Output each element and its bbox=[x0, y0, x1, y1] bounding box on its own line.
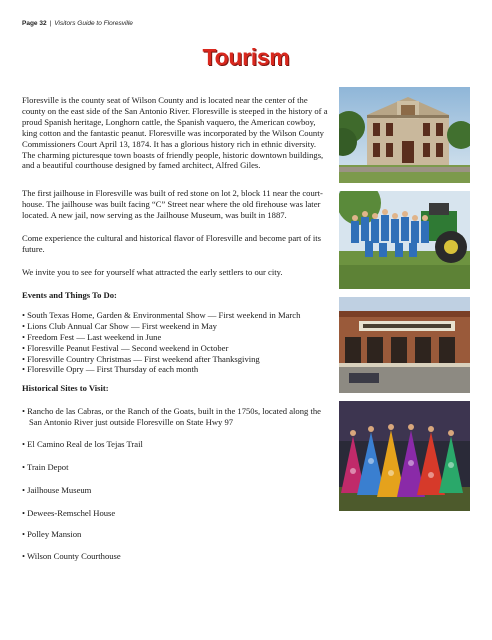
site-item-text: • Train Depot bbox=[22, 462, 69, 472]
sites-heading: Historical Sites to Visit: bbox=[22, 383, 109, 393]
intro-paragraph bbox=[22, 95, 328, 171]
storefront-photo bbox=[339, 297, 470, 393]
invite-text-1: Come experience the cultural and historical flavor of Floresville and become part of its future. bbox=[22, 233, 322, 254]
site-item-6 bbox=[22, 551, 328, 562]
jail-paragraph bbox=[22, 188, 328, 221]
page-number: Page 32 bbox=[22, 20, 47, 27]
event-item: • Freedom Fest — Last weekend in June bbox=[22, 331, 162, 342]
site-item-1 bbox=[22, 439, 328, 450]
costume-gowns-photo bbox=[339, 401, 470, 511]
page-header bbox=[22, 20, 133, 27]
intro-text: Floresville is the county seat of Wilson County and is located near the center of the county on the east side of the San Antonio River. Floresville is steeped in the history of a proud Spanish heritage, Longhorn cattle, the Spanish vaquero, the American cowboy, king cotton and the fantastic peanut. Floresville was incorporated by the Wilson County Commissioners Court April 13, 1874. It has a glorious history rich in ethnic diversity. The charming picturesque town boasts of friendly people, historic downtown buildings, and a beautiful courthouse designed by famed architect, Alfred Giles. bbox=[22, 95, 328, 171]
site-item-2 bbox=[22, 462, 328, 473]
page-title: Tourism bbox=[202, 44, 290, 70]
invite-text-2: We invite you to see for yourself what attracted the early settlers to our city. bbox=[22, 267, 283, 277]
event-item: • Lions Club Annual Car Show — First weekend in May bbox=[22, 320, 217, 331]
site-item-text: • Jailhouse Museum bbox=[22, 485, 92, 495]
invite-paragraph-2 bbox=[22, 267, 328, 278]
site-item-text: • Rancho de las Cabras, or the Ranch of the Goats, built in the 1750s, located along the San Antonio River just outside Floresville on State Hwy 97 bbox=[22, 406, 321, 427]
group-tractor-photo bbox=[339, 191, 470, 289]
event-item: • South Texas Home, Garden & Environmental Show — First weekend in March bbox=[22, 309, 301, 320]
site-item-text: • Dewees-Remschel House bbox=[22, 508, 116, 518]
site-item-text: • El Camino Real de los Tejas Trail bbox=[22, 439, 143, 449]
event-item: • Floresville Opry — First Thursday of each month bbox=[22, 364, 199, 375]
events-heading: Events and Things To Do: bbox=[22, 290, 117, 300]
site-item-text: • Wilson County Courthouse bbox=[22, 551, 121, 561]
event-item: • Floresville Peanut Festival — Second weekend in October bbox=[22, 342, 229, 353]
site-item-5 bbox=[22, 529, 328, 540]
site-item-0 bbox=[22, 406, 328, 428]
events-section bbox=[22, 290, 328, 375]
jail-text: The first jailhouse in Floresville was built of red stone on lot 2, block 11 near the court-house. The jailhouse was built facing “C” Street near where the old firehouse was later located. A new jail, now serving as the Jailhouse Museum, was built in 1887. bbox=[22, 188, 323, 220]
historic-building-photo bbox=[339, 87, 470, 183]
invite-paragraph-1 bbox=[22, 233, 328, 255]
site-item-4 bbox=[22, 508, 328, 519]
guide-name: Visitors Guide to Floresville bbox=[54, 20, 133, 27]
header-separator: | bbox=[49, 20, 52, 27]
sites-section bbox=[22, 383, 328, 394]
event-item: • Floresville Country Christmas — First weekend after Thanksgiving bbox=[22, 353, 260, 364]
site-item-text: • Polley Mansion bbox=[22, 529, 82, 539]
site-item-3 bbox=[22, 485, 328, 496]
